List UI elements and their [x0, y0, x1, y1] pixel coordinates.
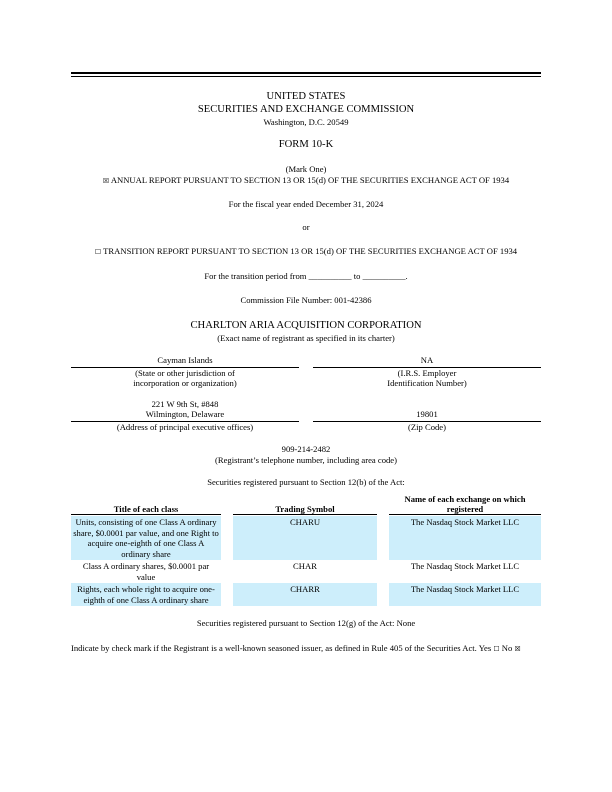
- class-title-cell: Units, consisting of one Class A ordinary share, $0.0001 par value, and one Right to acquire one-eighth of one Class A ordinary share: [71, 516, 221, 560]
- transition-report-line: [71, 246, 541, 257]
- column-header-title: Title of each class: [71, 494, 221, 517]
- table-row: [71, 560, 541, 583]
- address-cell: [71, 399, 299, 432]
- zip-caption: (Zip Code): [408, 421, 446, 432]
- section-12g-line: Securities registered pursuant to Section 12(g) of the Act: None: [196, 618, 416, 629]
- agency-heading: SECURITIES AND EXCHANGE COMMISSION: [197, 103, 415, 115]
- wksi-no-label: No: [501, 642, 513, 653]
- ein-cell: [313, 355, 541, 388]
- column-header-symbol: Trading Symbol: [233, 494, 377, 517]
- fiscal-year-line: For the fiscal year ended December 31, 2024: [228, 199, 384, 210]
- table-row: [71, 583, 541, 606]
- column-header-exchange: Name of each exchange on which registered: [389, 494, 541, 517]
- transition-report-checkbox: ☐: [94, 248, 102, 257]
- top-rule-thin: [71, 76, 541, 77]
- exchange-cell: The Nasdaq Stock Market LLC: [389, 583, 541, 606]
- ein-caption-2: Identification Number): [387, 378, 467, 389]
- ein-caption-1: (I.R.S. Employer: [397, 367, 457, 378]
- registrant-name-caption: (Exact name of registrant as specified in its charter): [217, 332, 395, 343]
- wksi-yes-checkbox[interactable]: ☐: [493, 644, 500, 653]
- annual-report-line: [71, 175, 541, 186]
- address-caption: (Address of principal executive offices): [116, 421, 254, 432]
- commission-file-number: Commission File Number: 001-42386: [240, 295, 372, 306]
- transition-period-line: For the transition period from __________ to __________.: [204, 270, 408, 281]
- jurisdiction-cell: [71, 355, 299, 388]
- zip-cell: [313, 399, 541, 432]
- top-rule-thick: [71, 72, 541, 74]
- wksi-text: Indicate by check mark if the Registrant is a well-known seasoned issuer, as defined in Rule 405 of the Securities Act.: [71, 642, 477, 653]
- country-heading: UNITED STATES: [266, 91, 346, 102]
- mark-one-label: (Mark One): [285, 164, 327, 175]
- table-row: [71, 516, 541, 560]
- jurisdiction-value: Cayman Islands: [71, 355, 299, 367]
- trading-symbol-cell: CHARR: [233, 583, 377, 606]
- exchange-cell: The Nasdaq Stock Market LLC: [410, 561, 520, 572]
- jurisdiction-caption-2: incorporation or organization): [133, 378, 237, 389]
- class-title-cell: Rights, each whole right to acquire one-eighth of one Class A ordinary share: [71, 583, 221, 606]
- securities-table: [71, 494, 541, 607]
- form-page: [71, 72, 541, 653]
- address-row: [71, 399, 541, 432]
- commission-header: [71, 91, 541, 127]
- or-separator: or: [302, 221, 310, 232]
- transition-report-text: TRANSITION REPORT PURSUANT TO SECTION 13 OR 15(d) OF THE SECURITIES EXCHANGE ACT OF 1934: [103, 246, 518, 257]
- class-title-cell: Class A ordinary shares, $0.0001 par value: [82, 561, 210, 582]
- address-line-2: Wilmington, Delaware: [71, 409, 299, 421]
- phone-value: 909-214-2482: [281, 444, 331, 455]
- agency-location: Washington, D.C. 20549: [263, 116, 349, 127]
- form-title: FORM 10-K: [278, 139, 334, 151]
- phone-caption: (Registrant’s telephone number, including area code): [215, 454, 397, 465]
- registrant-name: CHARLTON ARIA ACQUISITION CORPORATION: [190, 319, 422, 331]
- annual-report-checkbox: ☒: [102, 176, 110, 185]
- securities-table-header: [71, 494, 541, 517]
- jurisdiction-row: [71, 355, 541, 388]
- trading-symbol-cell: CHARU: [233, 516, 377, 560]
- annual-report-text: ANNUAL REPORT PURSUANT TO SECTION 13 OR 15(d) OF THE SECURITIES EXCHANGE ACT OF 1934: [110, 174, 510, 185]
- wksi-no-checkbox[interactable]: ☒: [514, 644, 521, 653]
- ein-value: NA: [313, 355, 541, 367]
- exchange-cell: The Nasdaq Stock Market LLC: [389, 516, 541, 560]
- section-12b-title: Securities registered pursuant to Section 12(b) of the Act:: [207, 477, 405, 488]
- address-line-1: 221 W 9th St, #848: [151, 398, 219, 409]
- wksi-yes-label: Yes: [478, 642, 492, 653]
- trading-symbol-cell: CHAR: [293, 561, 317, 572]
- zip-value: 19801: [313, 409, 541, 421]
- jurisdiction-caption-1: (State or other jurisdiction of: [135, 367, 235, 378]
- wksi-question: [71, 643, 541, 654]
